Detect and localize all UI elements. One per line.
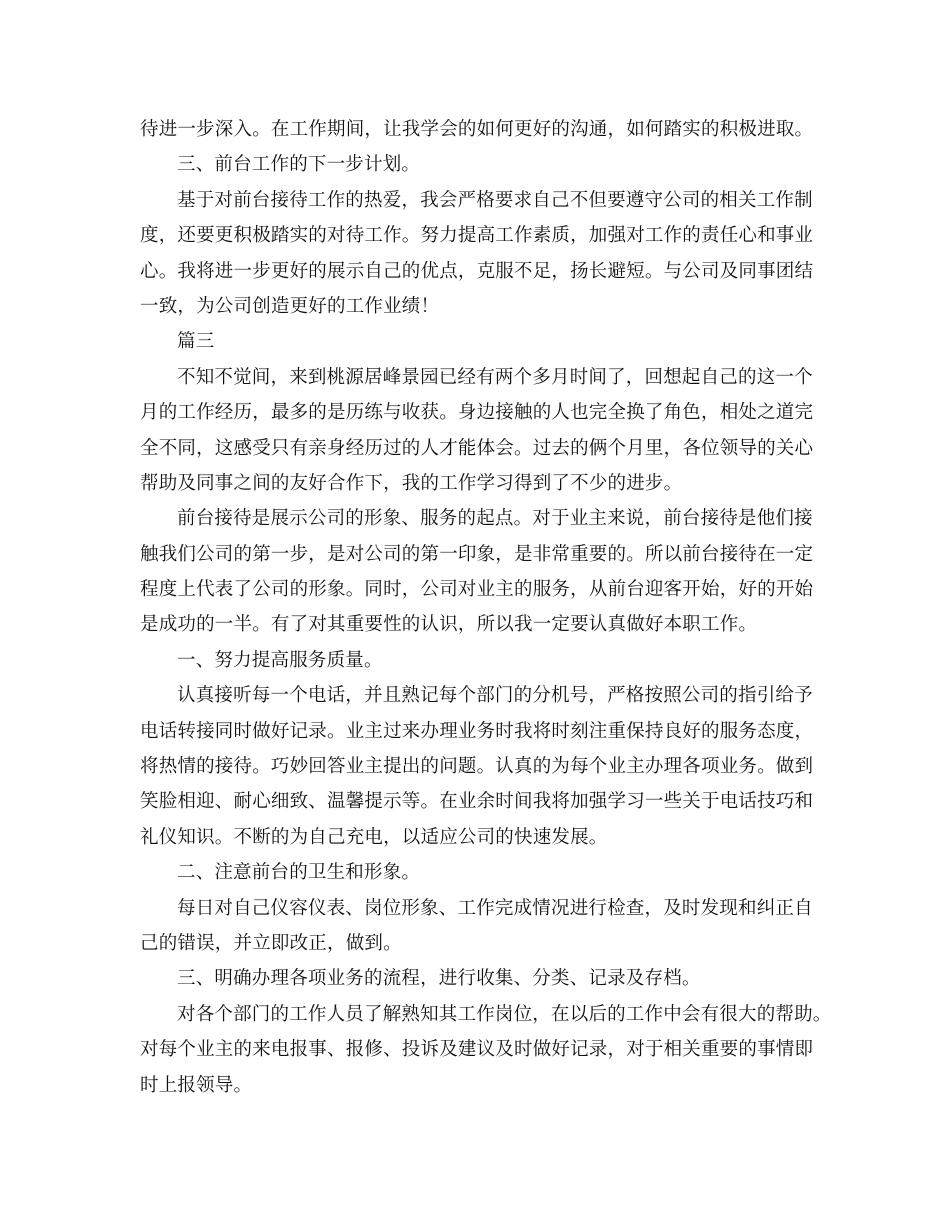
- text-line: 己的错误，并立即改正，做到。: [140, 932, 402, 954]
- text-line: 待进一步深入。在工作期间，让我学会的如何更好的沟通，如何踏实的积极进取。: [140, 119, 814, 140]
- document-body: [140, 112, 832, 1103]
- text-line: 基于对前台接待工作的热爱，我会严格要求自己不但要遵守公司的相关工作制: [177, 189, 813, 211]
- text-line: 对每个业主的来电报事、报修、投诉及建议及时做好记录，对于相关重要的事情即: [140, 1039, 814, 1061]
- text-line: 认真接听每一个电话，并且熟记每个部门的分机号，严格按照公司的指引给予: [177, 685, 813, 707]
- text-line: 心。我将进一步更好的展示自己的优点，克服不足，扬长避短。与公司及同事团结: [140, 260, 814, 282]
- text-line: 二、注意前台的卫生和形象。: [177, 862, 421, 884]
- text-line: 帮助及同事之间的友好合作下，我的工作学习得到了不少的进步。: [140, 472, 683, 494]
- text-line: 前台接待是展示公司的形象、服务的起点。对于业主来说，前台接待是他们接: [177, 508, 813, 530]
- text-line: 对各个部门的工作人员了解熟知其工作岗位，在以后的工作中会有很大的帮助。: [177, 1003, 832, 1025]
- text-line: 笑脸相迎、耐心细致、温馨提示等。在业余时间我将加强学习一些关于电话技巧和: [140, 791, 814, 813]
- text-line: 月的工作经历，最多的是历练与收获。身边接触的人也完全换了角色，相处之道完: [140, 402, 814, 424]
- text-line: 时上报领导。: [140, 1074, 253, 1096]
- text-line: 每日对自己仪容仪表、岗位形象、工作完成情况进行检查，及时发现和纠正自: [177, 897, 813, 919]
- text-line: 电话转接同时做好记录。业主过来办理业务时我将时刻注重保持良好的服务态度，: [140, 720, 814, 742]
- text-line: 全不同，这感受只有亲身经历过的人才能体会。过去的俩个月里，各位领导的关心: [140, 437, 814, 459]
- text-line: 是成功的一半。有了对其重要性的认识，所以我一定要认真做好本职工作。: [140, 614, 758, 636]
- text-line: 篇三: [177, 331, 215, 353]
- text-line: 不知不觉间，来到桃源居峰景园已经有两个多月时间了，回想起自己的这一个: [177, 366, 813, 388]
- text-line: 触我们公司的第一步，是对公司的第一印象，是非常重要的。所以前台接待在一定: [140, 543, 814, 565]
- document-page: [140, 112, 832, 1103]
- text-line: 度，还要更积极踏实的对待工作。努力提高工作素质，加强对工作的责任心和事业: [140, 225, 814, 247]
- text-line: 程度上代表了公司的形象。同时，公司对业主的服务，从前台迎客开始，好的开始: [140, 579, 814, 601]
- text-line: 一致，为公司创造更好的工作业绩！: [140, 295, 440, 317]
- text-line: 三、前台工作的下一步计划。: [177, 154, 421, 176]
- text-line: 礼仪知识。不断的为自己充电，以适应公司的快速发展。: [140, 826, 608, 848]
- text-line: 三、明确办理各项业务的流程，进行收集、分类、记录及存档。: [177, 968, 701, 990]
- text-line: 将热情的接待。巧妙回答业主提出的问题。认真的为每个业主办理各项业务。做到: [140, 756, 814, 778]
- text-line: 一、努力提高服务质量。: [177, 649, 383, 671]
